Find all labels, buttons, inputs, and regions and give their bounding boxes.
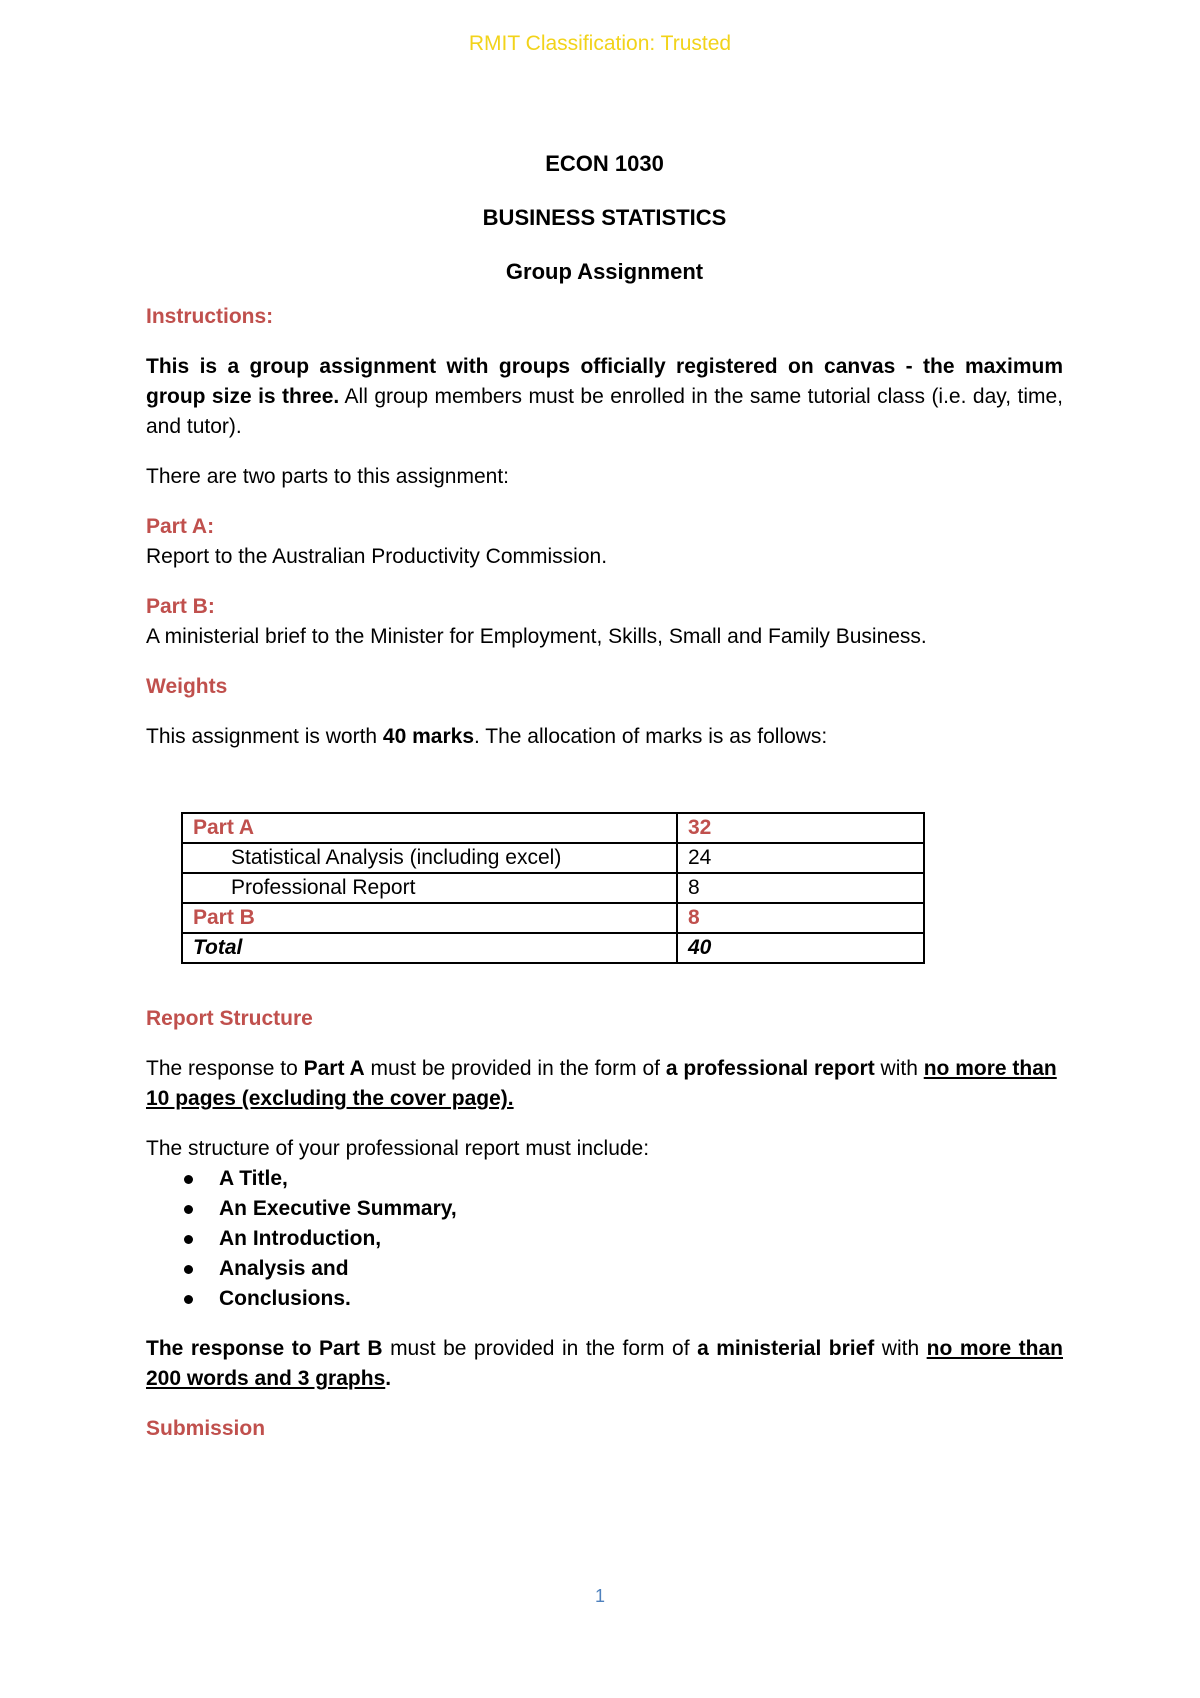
list-item-text: An Executive Summary, bbox=[219, 1197, 457, 1220]
table-row bbox=[182, 903, 924, 933]
course-code: ECON 1030 bbox=[545, 151, 664, 176]
bullet-icon bbox=[184, 1235, 193, 1244]
instructions-paragraph bbox=[146, 352, 1063, 442]
instructions-bold-text: This is a group assignment with groups officially registered on canvas - the maximum group size is three. bbox=[146, 355, 1063, 408]
marks-label: Statistical Analysis (including excel) bbox=[182, 843, 677, 873]
parts-intro: There are two parts to this assignment: bbox=[146, 465, 509, 488]
list-item-text: Analysis and bbox=[219, 1257, 349, 1280]
table-row bbox=[182, 933, 924, 963]
list-item bbox=[146, 1164, 1063, 1194]
list-item-text: Conclusions. bbox=[219, 1287, 351, 1310]
part-a-text: Report to the Australian Productivity Commission. bbox=[146, 545, 608, 568]
word-limit-text: no more than 200 words and 3 graphs bbox=[146, 1337, 1063, 1390]
document-body bbox=[146, 148, 1063, 1444]
list-item bbox=[146, 1224, 1063, 1254]
bullet-icon bbox=[184, 1205, 193, 1214]
structure-intro: The structure of your professional report must include: bbox=[146, 1137, 650, 1160]
page-number: 1 bbox=[594, 1586, 605, 1606]
page-limit-text: no more than 10 pages (excluding the cover page). bbox=[146, 1057, 1057, 1110]
course-name: BUSINESS STATISTICS bbox=[482, 205, 727, 230]
weights-total-marks: 40 marks bbox=[382, 725, 474, 748]
bullet-icon bbox=[184, 1175, 193, 1184]
text-span: must be provided in the form of bbox=[364, 1057, 666, 1080]
marks-label: Part B bbox=[182, 903, 677, 933]
report-structure-heading: Report Structure bbox=[146, 1007, 313, 1030]
table-row bbox=[182, 873, 924, 903]
submission-heading: Submission bbox=[146, 1417, 266, 1440]
marks-label: Part A bbox=[182, 813, 677, 843]
text-span: The response to bbox=[146, 1057, 304, 1080]
marks-label: Total bbox=[182, 933, 677, 963]
text-span: with bbox=[874, 1057, 924, 1080]
marks-label: Professional Report bbox=[182, 873, 677, 903]
instructions-rest-text: All group members must be enrolled in the same tutorial class (i.e. day, time, and tutor). bbox=[146, 385, 1063, 438]
part-a-heading: Part A: bbox=[146, 515, 215, 538]
table-row bbox=[182, 843, 924, 873]
text-span: The response to Part B bbox=[146, 1337, 383, 1360]
text-span: a professional report bbox=[665, 1057, 875, 1080]
list-item-text: A Title, bbox=[219, 1167, 288, 1190]
part-b-response-paragraph bbox=[146, 1334, 1063, 1394]
weights-text-after: . The allocation of marks is as follows: bbox=[474, 725, 828, 748]
marks-table bbox=[181, 812, 925, 964]
marks-value: 32 bbox=[677, 813, 924, 843]
table-row bbox=[182, 813, 924, 843]
marks-value: 24 bbox=[677, 843, 924, 873]
bullet-icon bbox=[184, 1295, 193, 1304]
structure-list bbox=[146, 1164, 1063, 1314]
marks-value: 8 bbox=[677, 903, 924, 933]
report-structure-paragraph bbox=[146, 1054, 1063, 1114]
weights-text-before: This assignment is worth bbox=[146, 725, 383, 748]
assignment-title: Group Assignment bbox=[505, 259, 704, 284]
weights-text bbox=[146, 722, 1063, 752]
part-b-heading: Part B: bbox=[146, 595, 215, 618]
list-item-text: An Introduction, bbox=[219, 1227, 382, 1250]
text-span: must be provided in the form of bbox=[382, 1337, 698, 1360]
marks-value: 40 bbox=[677, 933, 924, 963]
list-item bbox=[146, 1194, 1063, 1224]
part-b-text: A ministerial brief to the Minister for Employment, Skills, Small and Family Business. bbox=[146, 625, 927, 648]
text-span: Part A bbox=[303, 1057, 365, 1080]
text-span: a ministerial brief bbox=[697, 1337, 875, 1360]
list-item bbox=[146, 1254, 1063, 1284]
instructions-heading: Instructions: bbox=[146, 305, 274, 328]
text-span: . bbox=[385, 1367, 392, 1390]
bullet-icon bbox=[184, 1265, 193, 1274]
list-item bbox=[146, 1284, 1063, 1314]
marks-value: 8 bbox=[677, 873, 924, 903]
weights-heading: Weights bbox=[146, 675, 228, 698]
classification-label: RMIT Classification: Trusted bbox=[468, 32, 732, 55]
text-span: with bbox=[874, 1337, 927, 1360]
